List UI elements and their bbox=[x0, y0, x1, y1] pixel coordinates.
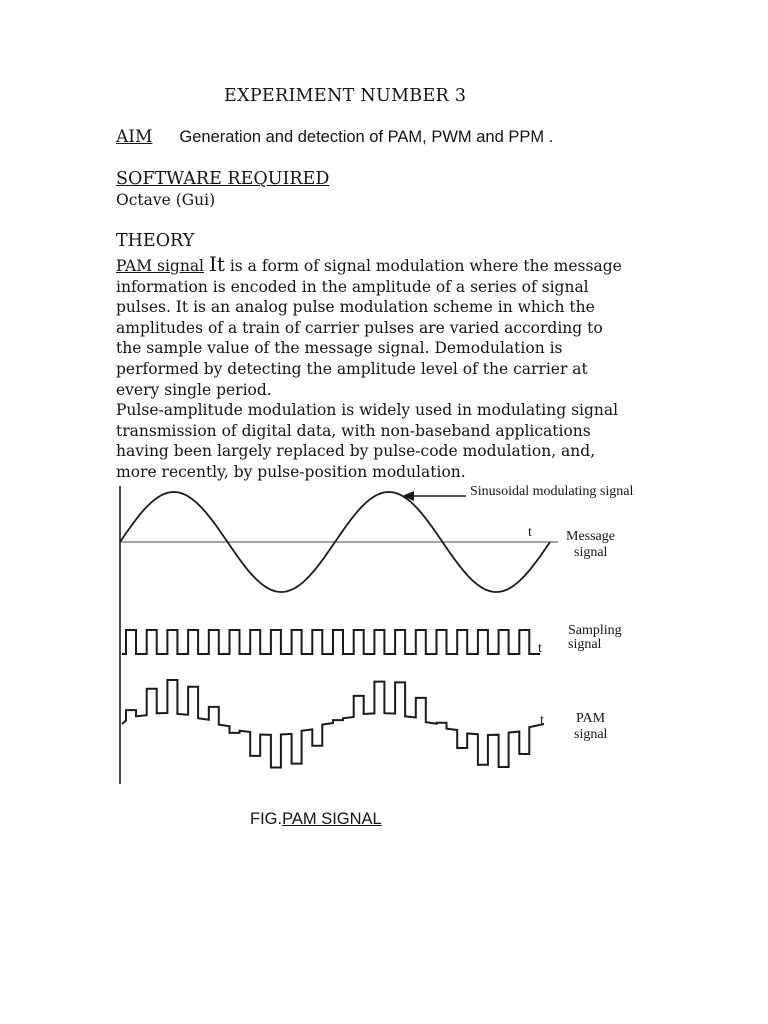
pam-figure bbox=[110, 478, 670, 798]
pam-waveform bbox=[122, 680, 544, 768]
figure-caption bbox=[250, 810, 382, 829]
theory-line: information is encoded in the amplitude of a series of signal bbox=[116, 277, 589, 296]
message-t-label: t bbox=[528, 525, 532, 540]
theory-line: more recently, by pulse-position modulation. bbox=[116, 462, 466, 481]
theory-line: having been largely replaced by pulse-code modulation, and, bbox=[116, 442, 596, 461]
sampling-waveform bbox=[122, 630, 540, 654]
pam-label-2: signal bbox=[574, 727, 608, 742]
software-text: Octave (Gui) bbox=[116, 191, 216, 209]
pam-diagram bbox=[110, 478, 670, 798]
theory-line: pulses. It is an analog pulse modulation scheme in which the bbox=[116, 298, 595, 317]
theory-line: performed by detecting the amplitude level of the carrier at bbox=[116, 359, 588, 378]
annotation-label: Sinusoidal modulating signal bbox=[470, 484, 634, 499]
message-label-2: signal bbox=[574, 545, 608, 560]
theory-line: the sample value of the message signal. Demodulation is bbox=[116, 339, 563, 358]
it-word: It bbox=[208, 252, 225, 276]
theory-line-text: is a form of signal modulation where the message bbox=[224, 257, 622, 275]
theory-line-1 bbox=[116, 254, 661, 277]
software-heading: SOFTWARE REQUIRED bbox=[116, 169, 330, 189]
aim-row bbox=[116, 127, 553, 147]
aim-text: Generation and detection of PAM, PWM and PPM . bbox=[179, 128, 554, 146]
caption-text: PAM SIGNAL bbox=[282, 810, 382, 828]
message-label-1: Message bbox=[566, 529, 615, 544]
theory-line: amplitudes of a train of carrier pulses are varied according to bbox=[116, 318, 603, 337]
pam-signal-label: PAM signal bbox=[116, 257, 205, 275]
caption-prefix: FIG. bbox=[250, 810, 283, 828]
page-title: EXPERIMENT NUMBER 3 bbox=[224, 86, 467, 106]
theory-line: transmission of digital data, with non-baseband applications bbox=[116, 421, 591, 440]
theory-line: Pulse-amplitude modulation is widely used in modulating signal bbox=[116, 401, 619, 420]
theory-paragraph bbox=[116, 254, 661, 483]
theory-line: every single period. bbox=[116, 380, 272, 399]
aim-label: AIM bbox=[116, 127, 153, 147]
pam-label-1: PAM bbox=[576, 711, 606, 726]
pam-t-label: t bbox=[540, 713, 544, 728]
sampling-label-1: Sampling bbox=[568, 623, 622, 638]
theory-heading: THEORY bbox=[116, 231, 195, 251]
sampling-label-2: signal bbox=[568, 637, 602, 652]
sampling-t-label: t bbox=[538, 641, 542, 656]
